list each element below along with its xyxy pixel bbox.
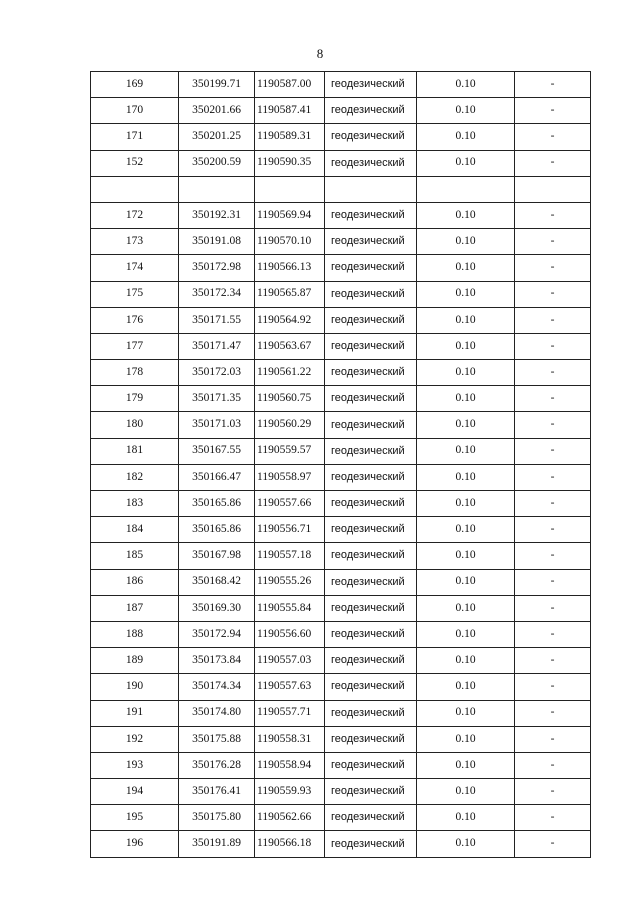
point-number-cell: 183 (91, 491, 179, 517)
method-cell: геодезический (325, 831, 417, 857)
accuracy-cell: 0.10 (417, 124, 515, 150)
accuracy-cell: 0.10 (417, 255, 515, 281)
x-coordinate-cell: 350175.80 (179, 805, 255, 831)
note-cell: - (515, 307, 591, 333)
accuracy-cell: 0.10 (417, 464, 515, 490)
x-coordinate-cell: 350172.98 (179, 255, 255, 281)
table-row (91, 752, 591, 778)
point-number-cell: 193 (91, 752, 179, 778)
y-coordinate-cell: 1190559.57 (255, 438, 325, 464)
y-coordinate-cell: 1190558.94 (255, 752, 325, 778)
point-number-cell: 171 (91, 124, 179, 150)
y-coordinate-cell: 1190558.97 (255, 464, 325, 490)
accuracy-cell: 0.10 (417, 700, 515, 726)
x-coordinate-cell: 350201.66 (179, 98, 255, 124)
table-row (91, 229, 591, 255)
y-coordinate-cell: 1190589.31 (255, 124, 325, 150)
table-row (91, 805, 591, 831)
page-number: 8 (316, 46, 324, 61)
method-cell: геодезический (325, 569, 417, 595)
table-row (91, 333, 591, 359)
point-number-cell: 196 (91, 831, 179, 857)
y-coordinate-cell: 1190561.22 (255, 360, 325, 386)
table-row (91, 648, 591, 674)
table-row (91, 307, 591, 333)
y-coordinate-cell: 1190558.31 (255, 726, 325, 752)
accuracy-cell: 0.10 (417, 412, 515, 438)
point-number-cell: 177 (91, 333, 179, 359)
accuracy-cell: 0.10 (417, 726, 515, 752)
x-coordinate-cell: 350172.34 (179, 281, 255, 307)
accuracy-cell: 0.10 (417, 72, 515, 98)
x-coordinate-cell: 350166.47 (179, 464, 255, 490)
y-coordinate-cell: 1190557.03 (255, 648, 325, 674)
note-cell: - (515, 72, 591, 98)
table-row (91, 595, 591, 621)
table-row (91, 72, 591, 98)
method-cell: геодезический (325, 255, 417, 281)
table-row (91, 360, 591, 386)
accuracy-cell: 0.10 (417, 648, 515, 674)
x-coordinate-cell: 350169.30 (179, 595, 255, 621)
note-cell (515, 176, 591, 202)
point-number-cell: 187 (91, 595, 179, 621)
table-row (91, 491, 591, 517)
y-coordinate-cell: 1190557.63 (255, 674, 325, 700)
point-number-cell: 181 (91, 438, 179, 464)
method-cell: геодезический (325, 150, 417, 176)
note-cell: - (515, 805, 591, 831)
accuracy-cell: 0.10 (417, 831, 515, 857)
point-number-cell: 194 (91, 779, 179, 805)
y-coordinate-cell: 1190565.87 (255, 281, 325, 307)
method-cell: геодезический (325, 700, 417, 726)
y-coordinate-cell: 1190557.18 (255, 543, 325, 569)
accuracy-cell: 0.10 (417, 150, 515, 176)
note-cell: - (515, 517, 591, 543)
x-coordinate-cell: 350192.31 (179, 202, 255, 228)
y-coordinate-cell: 1190560.29 (255, 412, 325, 438)
table-row (91, 176, 591, 202)
note-cell: - (515, 831, 591, 857)
table-row (91, 621, 591, 647)
table-row (91, 726, 591, 752)
point-number-cell: 184 (91, 517, 179, 543)
method-cell: геодезический (325, 438, 417, 464)
table-row (91, 124, 591, 150)
note-cell: - (515, 333, 591, 359)
note-cell: - (515, 438, 591, 464)
accuracy-cell: 0.10 (417, 621, 515, 647)
note-cell: - (515, 648, 591, 674)
x-coordinate-cell: 350167.55 (179, 438, 255, 464)
point-number-cell: 190 (91, 674, 179, 700)
method-cell: геодезический (325, 98, 417, 124)
y-coordinate-cell: 1190559.93 (255, 779, 325, 805)
method-cell: геодезический (325, 333, 417, 359)
y-coordinate-cell: 1190555.84 (255, 595, 325, 621)
table-row (91, 98, 591, 124)
table-row (91, 281, 591, 307)
table-row (91, 569, 591, 595)
y-coordinate-cell: 1190564.92 (255, 307, 325, 333)
method-cell: геодезический (325, 779, 417, 805)
note-cell: - (515, 726, 591, 752)
accuracy-cell: 0.10 (417, 202, 515, 228)
note-cell: - (515, 779, 591, 805)
accuracy-cell: 0.10 (417, 752, 515, 778)
point-number-cell: 179 (91, 386, 179, 412)
method-cell: геодезический (325, 517, 417, 543)
table-row (91, 412, 591, 438)
note-cell: - (515, 412, 591, 438)
x-coordinate-cell: 350176.28 (179, 752, 255, 778)
method-cell: геодезический (325, 595, 417, 621)
x-coordinate-cell: 350171.35 (179, 386, 255, 412)
x-coordinate-cell: 350200.59 (179, 150, 255, 176)
note-cell: - (515, 595, 591, 621)
note-cell: - (515, 543, 591, 569)
accuracy-cell: 0.10 (417, 595, 515, 621)
y-coordinate-cell: 1190556.60 (255, 621, 325, 647)
method-cell: геодезический (325, 726, 417, 752)
method-cell: геодезический (325, 412, 417, 438)
note-cell: - (515, 98, 591, 124)
point-number-cell: 169 (91, 72, 179, 98)
method-cell: геодезический (325, 752, 417, 778)
point-number-cell: 192 (91, 726, 179, 752)
accuracy-cell: 0.10 (417, 360, 515, 386)
x-coordinate-cell (179, 176, 255, 202)
x-coordinate-cell: 350172.03 (179, 360, 255, 386)
table-row (91, 438, 591, 464)
point-number-cell: 178 (91, 360, 179, 386)
point-number-cell: 173 (91, 229, 179, 255)
x-coordinate-cell: 350174.80 (179, 700, 255, 726)
point-number-cell: 176 (91, 307, 179, 333)
x-coordinate-cell: 350174.34 (179, 674, 255, 700)
note-cell: - (515, 491, 591, 517)
method-cell: геодезический (325, 202, 417, 228)
note-cell: - (515, 464, 591, 490)
x-coordinate-cell: 350176.41 (179, 779, 255, 805)
accuracy-cell: 0.10 (417, 307, 515, 333)
point-number-cell: 186 (91, 569, 179, 595)
y-coordinate-cell: 1190587.00 (255, 72, 325, 98)
y-coordinate-cell: 1190566.18 (255, 831, 325, 857)
y-coordinate-cell: 1190590.35 (255, 150, 325, 176)
point-number-cell: 188 (91, 621, 179, 647)
x-coordinate-cell: 350165.86 (179, 491, 255, 517)
accuracy-cell: 0.10 (417, 805, 515, 831)
table-row (91, 543, 591, 569)
table-row (91, 255, 591, 281)
point-number-cell: 182 (91, 464, 179, 490)
method-cell: геодезический (325, 124, 417, 150)
x-coordinate-cell: 350199.71 (179, 72, 255, 98)
accuracy-cell: 0.10 (417, 674, 515, 700)
table-row (91, 150, 591, 176)
table-row (91, 517, 591, 543)
y-coordinate-cell: 1190566.13 (255, 255, 325, 281)
y-coordinate-cell (255, 176, 325, 202)
method-cell: геодезический (325, 805, 417, 831)
table-row (91, 464, 591, 490)
x-coordinate-cell: 350167.98 (179, 543, 255, 569)
point-number-cell: 175 (91, 281, 179, 307)
note-cell: - (515, 621, 591, 647)
method-cell: геодезический (325, 229, 417, 255)
table-row (91, 674, 591, 700)
y-coordinate-cell: 1190562.66 (255, 805, 325, 831)
accuracy-cell: 0.10 (417, 569, 515, 595)
accuracy-cell: 0.10 (417, 543, 515, 569)
y-coordinate-cell: 1190570.10 (255, 229, 325, 255)
table-row (91, 700, 591, 726)
note-cell: - (515, 229, 591, 255)
accuracy-cell: 0.10 (417, 229, 515, 255)
point-number-cell: 152 (91, 150, 179, 176)
note-cell: - (515, 202, 591, 228)
table-row (91, 202, 591, 228)
coordinates-table (90, 71, 591, 858)
y-coordinate-cell: 1190555.26 (255, 569, 325, 595)
coordinates-table-body (91, 72, 591, 858)
note-cell: - (515, 281, 591, 307)
x-coordinate-cell: 350171.55 (179, 307, 255, 333)
accuracy-cell: 0.10 (417, 281, 515, 307)
y-coordinate-cell: 1190556.71 (255, 517, 325, 543)
accuracy-cell: 0.10 (417, 491, 515, 517)
method-cell: геодезический (325, 307, 417, 333)
note-cell: - (515, 124, 591, 150)
x-coordinate-cell: 350168.42 (179, 569, 255, 595)
accuracy-cell (417, 176, 515, 202)
x-coordinate-cell: 350175.88 (179, 726, 255, 752)
point-number-cell: 180 (91, 412, 179, 438)
method-cell: геодезический (325, 360, 417, 386)
point-number-cell: 170 (91, 98, 179, 124)
x-coordinate-cell: 350165.86 (179, 517, 255, 543)
x-coordinate-cell: 350171.03 (179, 412, 255, 438)
accuracy-cell: 0.10 (417, 438, 515, 464)
method-cell: геодезический (325, 72, 417, 98)
note-cell: - (515, 150, 591, 176)
method-cell: геодезический (325, 621, 417, 647)
point-number-cell: 172 (91, 202, 179, 228)
point-number-cell: 174 (91, 255, 179, 281)
x-coordinate-cell: 350191.89 (179, 831, 255, 857)
table-row (91, 386, 591, 412)
note-cell: - (515, 674, 591, 700)
x-coordinate-cell: 350173.84 (179, 648, 255, 674)
table-row (91, 779, 591, 805)
y-coordinate-cell: 1190563.67 (255, 333, 325, 359)
method-cell: геодезический (325, 491, 417, 517)
method-cell: геодезический (325, 543, 417, 569)
note-cell: - (515, 386, 591, 412)
x-coordinate-cell: 350171.47 (179, 333, 255, 359)
method-cell: геодезический (325, 674, 417, 700)
x-coordinate-cell: 350191.08 (179, 229, 255, 255)
note-cell: - (515, 700, 591, 726)
point-number-cell (91, 176, 179, 202)
y-coordinate-cell: 1190569.94 (255, 202, 325, 228)
method-cell: геодезический (325, 281, 417, 307)
note-cell: - (515, 360, 591, 386)
accuracy-cell: 0.10 (417, 779, 515, 805)
method-cell: геодезический (325, 648, 417, 674)
note-cell: - (515, 569, 591, 595)
note-cell: - (515, 752, 591, 778)
accuracy-cell: 0.10 (417, 386, 515, 412)
point-number-cell: 195 (91, 805, 179, 831)
point-number-cell: 189 (91, 648, 179, 674)
accuracy-cell: 0.10 (417, 517, 515, 543)
method-cell: геодезический (325, 386, 417, 412)
method-cell: геодезический (325, 464, 417, 490)
x-coordinate-cell: 350172.94 (179, 621, 255, 647)
note-cell: - (515, 255, 591, 281)
point-number-cell: 185 (91, 543, 179, 569)
point-number-cell: 191 (91, 700, 179, 726)
y-coordinate-cell: 1190557.66 (255, 491, 325, 517)
accuracy-cell: 0.10 (417, 333, 515, 359)
x-coordinate-cell: 350201.25 (179, 124, 255, 150)
y-coordinate-cell: 1190557.71 (255, 700, 325, 726)
accuracy-cell: 0.10 (417, 98, 515, 124)
method-cell (325, 176, 417, 202)
table-row (91, 831, 591, 857)
y-coordinate-cell: 1190560.75 (255, 386, 325, 412)
y-coordinate-cell: 1190587.41 (255, 98, 325, 124)
